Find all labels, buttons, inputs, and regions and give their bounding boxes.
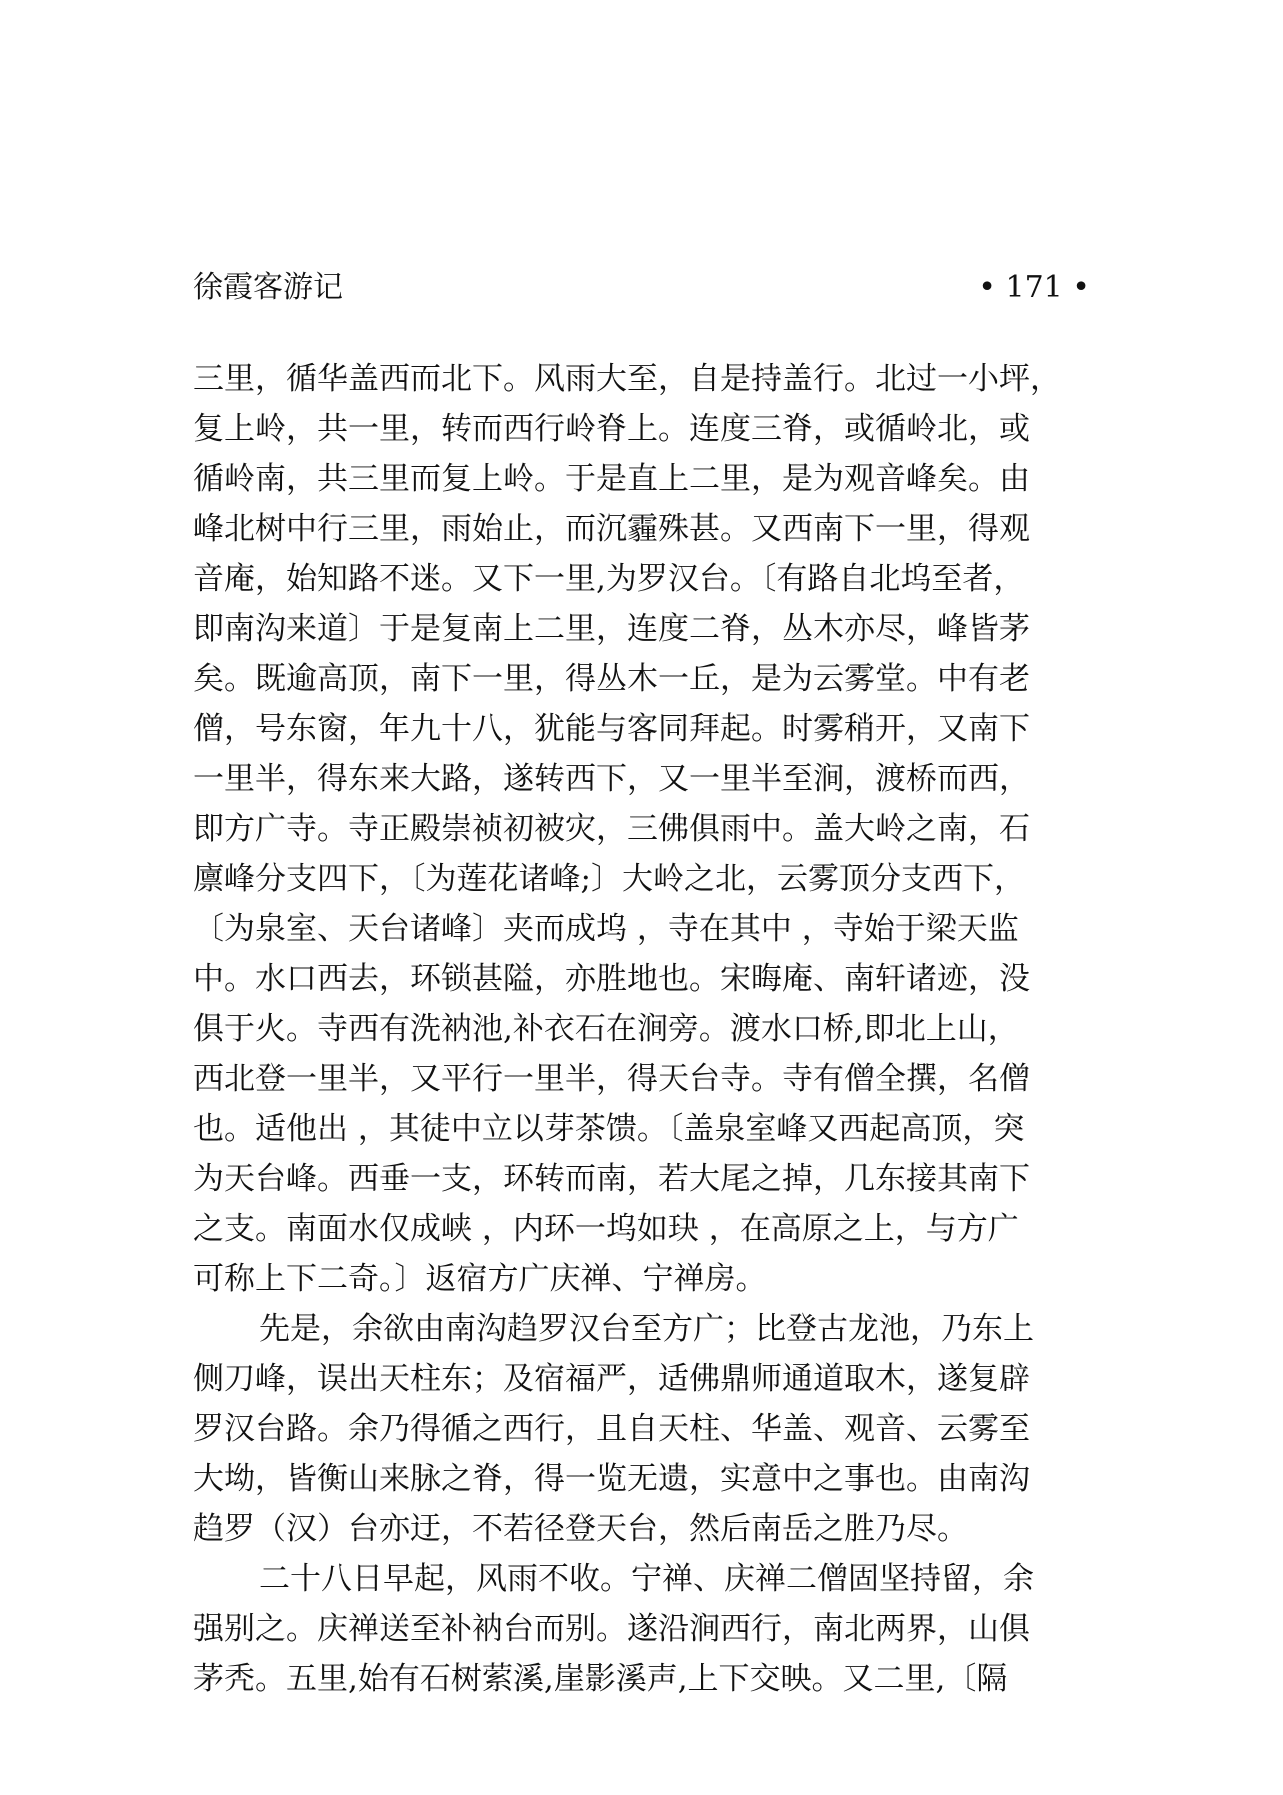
text-line: 即方广寺。寺正殿崇祯初被灾，三佛俱雨中。盖大岭之南，石 (193, 811, 1030, 847)
text-line: 矣。既逾高顶，南下一里，得丛木一丘，是为云雾堂。中有老 (193, 661, 1030, 697)
text-line: 音庵，始知路不迷。又下一里,为罗汉台。〔有路自北坞至者， (193, 561, 1025, 597)
text-line: 趋罗（汉）台亦迂，不若径登天台，然后南岳之胜乃尽。 (193, 1511, 968, 1547)
text-line: 峰北树中行三里，雨始止，而沉霾殊甚。又西南下一里，得观 (193, 511, 1030, 547)
text-line: 三里，循华盖西而北下。风雨大至，自是持盖行。北过一小坪， (193, 361, 1061, 397)
text-line: 之支。南面水仅成峡 ，内环一坞如玦 ，在高原之上，与方广 (193, 1211, 1019, 1247)
text-line: 复上岭，共一里，转而西行岭脊上。连度三脊，或循岭北，或 (193, 411, 1030, 447)
text-line: 中。水口西去，环锁甚隘，亦胜地也。宋晦庵、南轩诸迹，没 (193, 961, 1030, 997)
text-line: 〔为泉室、天台诸峰〕夹而成坞 ，寺在其中 ，寺始于梁天监 (193, 911, 1019, 947)
text-line: 茅秃。五里,始有石树萦溪,崖影溪声,上下交映。又二里,〔隔 (193, 1661, 1008, 1697)
text-line: 侧刀峰，误出天柱东；及宿福严，适佛鼎师通道取木，遂复辟 (193, 1361, 1030, 1397)
text-line: 廪峰分支四下，〔为莲花诸峰;〕大岭之北，云雾顶分支西下， (193, 861, 1025, 897)
text-line: 大坳，皆衡山来脉之脊，得一览无遗，实意中之事也。由南沟 (193, 1461, 1030, 1497)
text-line: 可称上下二奇。〕返宿方广庆禅、宁禅房。 (193, 1261, 767, 1297)
text-line: 俱于火。寺西有洗衲池,补衣石在涧旁。渡水口桥,即北上山， (193, 1011, 1019, 1047)
text-line: 一里半，得东来大路，遂转西下，又一里半至涧，渡桥而西， (193, 761, 1030, 797)
text-line: 二十八日早起，风雨不收。宁禅、庆禅二僧固坚持留，余 (259, 1561, 1034, 1597)
body-text (193, 354, 1090, 1704)
text-line: 为天台峰。西垂一支，环转而南，若大尾之掉，几东接其南下 (193, 1161, 1030, 1197)
book-title: 徐霞客游记 (193, 270, 343, 305)
page-number: • 171 • (978, 270, 1090, 305)
text-line: 僧，号东窗，年九十八，犹能与客同拜起。时雾稍开，又南下 (193, 711, 1030, 747)
text-line: 循岭南，共三里而复上岭。于是直上二里，是为观音峰矣。由 (193, 461, 1030, 497)
text-line: 强别之。庆禅送至补衲台而别。遂沿涧西行，南北两界，山俱 (193, 1611, 1030, 1647)
text-line: 即南沟来道〕于是复南上二里，连度二脊，丛木亦尽，峰皆茅 (193, 611, 1030, 647)
text-line: 西北登一里半，又平行一里半，得天台寺。寺有僧全撰，名僧 (193, 1061, 1030, 1097)
text-line: 先是，余欲由南沟趋罗汉台至方广；比登古龙池，乃东上 (259, 1311, 1034, 1347)
text-line: 罗汉台路。余乃得循之西行，且自天柱、华盖、观音、云雾至 (193, 1411, 1030, 1447)
text-line: 也。适他出 ，其徒中立以芽茶馈。〔盖泉室峰又西起高顶，突 (193, 1111, 1025, 1147)
running-head (193, 266, 1090, 310)
